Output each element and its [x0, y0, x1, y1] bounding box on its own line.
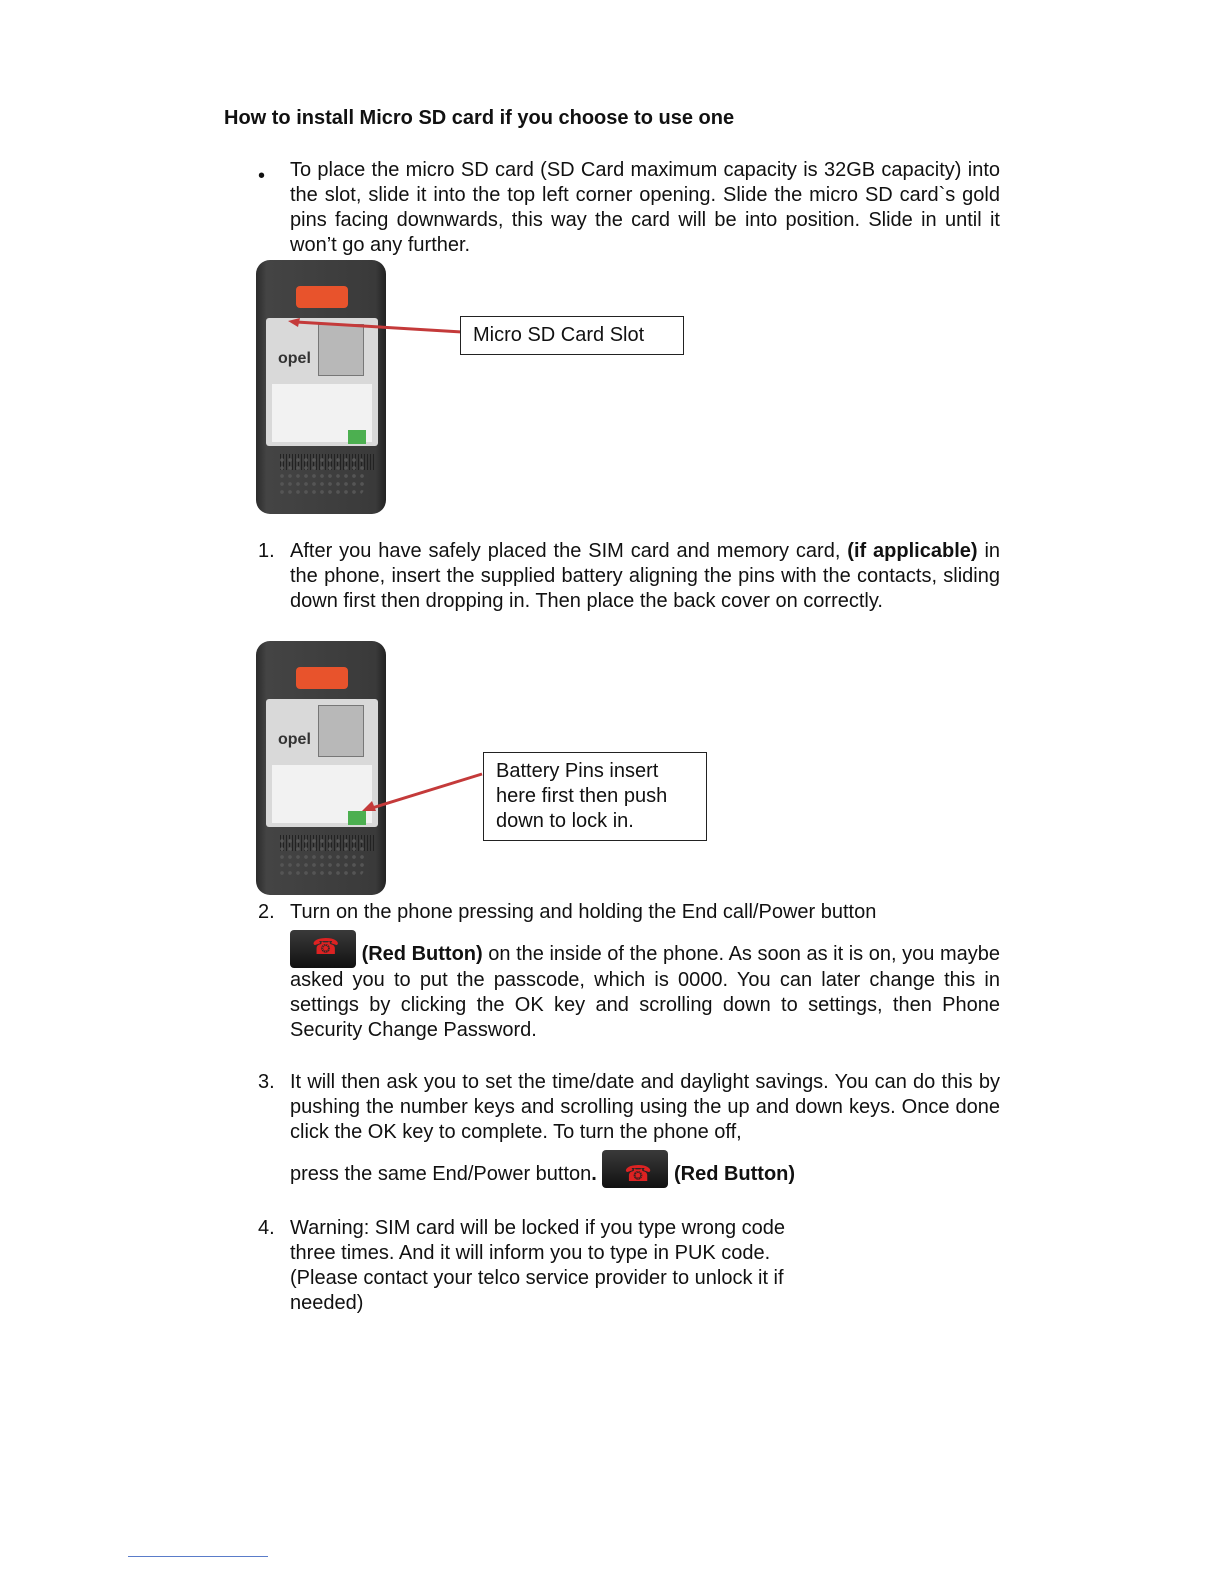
step-2-marker: 2. [258, 901, 275, 923]
step-2-line1: Turn on the phone pressing and holding the End call/Power button [290, 901, 877, 923]
battery-pins-arrow [360, 770, 486, 814]
sos-button [296, 667, 348, 689]
page-heading: How to install Micro SD card if you choose to use one [224, 107, 735, 129]
sim-slot [318, 705, 364, 757]
speaker-grille [278, 456, 364, 496]
bullet-marker: • [258, 165, 266, 187]
phone-back-photo-sd [256, 260, 386, 514]
end-call-button-icon [290, 930, 356, 968]
step-3-text: It will then ask you to set the time/date and daylight savings. You can do this by pushing the number keys and scrolling using the up and down keys. Once done click the OK key to complete. To turn the phone off, [290, 1071, 1000, 1143]
sd-card-instructions: To place the micro SD card (SD Card maximum capacity is 32GB capacity) into the slot, slide it into the top left corner opening. Slide the micro SD card`s gold pins facing downwards, this way the card will be into position. Slide in until it won’t go any further. [290, 159, 1000, 256]
phone-logo: opel [278, 731, 311, 748]
callout-sd-slot: Micro SD Card Slot [460, 316, 684, 355]
battery-pins [348, 430, 366, 444]
footer-rule [128, 1556, 268, 1557]
step-2-text: ☎ (Red Button) on the inside of the phone. As soon as it is on, you maybe asked you to put the passcode, which is 0000. You can later change this in settings by clicking the OK key and scrolling down to settings, then Phone Security Change Password. [290, 930, 1000, 1043]
step-4-warning: Warning: SIM card will be locked if you type wrong code three times. And it will inform you to type in PUK code. (Please contact your telco service provider to unlock it if needed) [290, 1217, 786, 1314]
speaker-grille [278, 837, 364, 877]
sd-slot-arrow [286, 318, 466, 338]
step-3-last-line: press the same End/Power button. ☎ (Red Button) [290, 1150, 990, 1194]
sos-button [296, 286, 348, 308]
callout-battery-pins: Battery Pins insert here first then push down to lock in. [483, 752, 707, 841]
phone-logo: opel [278, 350, 311, 367]
step-1-marker: 1. [258, 540, 275, 562]
step-3-marker: 3. [258, 1071, 275, 1093]
end-call-button-icon [602, 1150, 668, 1188]
step-1-text: After you have safely placed the SIM card and memory card, (if applicable) in the phone, insert the supplied battery aligning the pins with the contacts, sliding down first then dropping in. Then place the back cover on correctly. [290, 540, 1001, 612]
step-4-marker: 4. [258, 1217, 275, 1239]
phone-back-photo-battery [256, 641, 386, 895]
